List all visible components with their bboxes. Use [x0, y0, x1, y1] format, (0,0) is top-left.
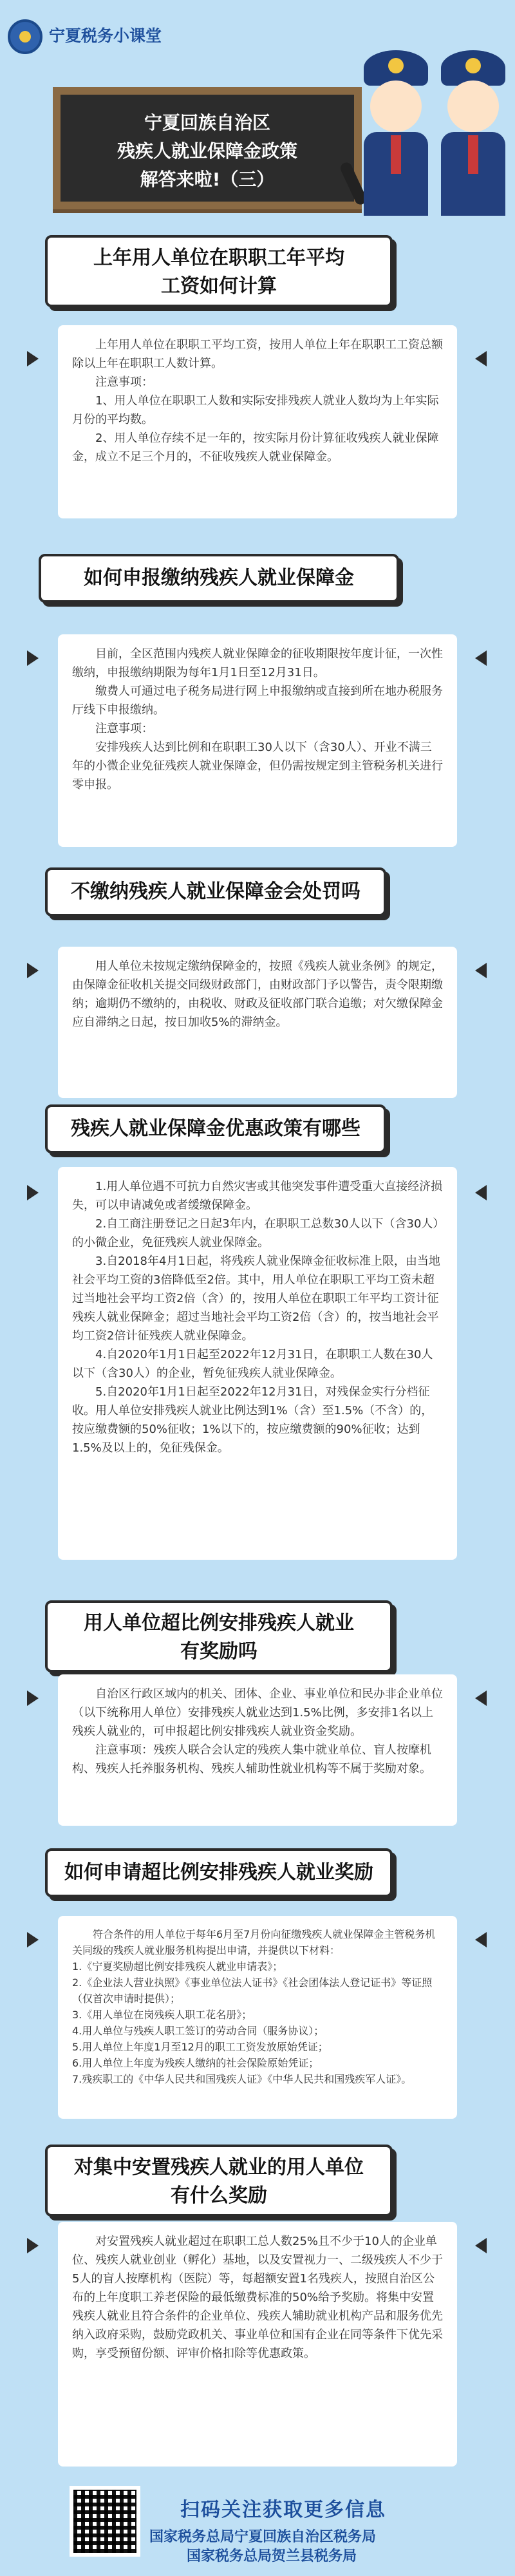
right-arrow-decoration [475, 351, 487, 366]
section-6-title [45, 1848, 393, 1897]
section-4-title-line-1: 残疾人就业保障金优惠政策有哪些 [71, 1117, 360, 1140]
section-1-title-line-1: 上年用人单位在职职工年平均 [93, 247, 344, 269]
section-5-title [45, 1600, 393, 1672]
section-6-paragraph: 4.用人单位与残疾人职工签订的劳动合同（服务协议）； [72, 2025, 324, 2037]
right-arrow-decoration [475, 1690, 487, 1706]
hero-line-2: 残疾人就业保障金政策 [117, 140, 297, 162]
officer-female-icon [360, 39, 431, 219]
section-7-title-line-1: 对集中安置残疾人就业的用人单位 [74, 2156, 364, 2179]
section-7-title [45, 2145, 393, 2217]
left-arrow-decoration [27, 650, 39, 666]
section-2-title-line-1: 如何申报缴纳残疾人就业保障金 [84, 567, 354, 589]
section-2-content [58, 634, 457, 847]
section-6-paragraph: 3.《用人单位在岗残疾人职工花名册》； [72, 2009, 252, 2021]
section-4-title [45, 1104, 386, 1153]
left-arrow-decoration [27, 963, 39, 978]
section-5-paragraph: 自治区行政区域内的机关、团体、企业、事业单位和民办非企业单位（以下统称用人单位）安排残疾人就业达到1.5%比例，多安排1名以上残疾人就业的，可申报超比例安排残疾人就业资金奖励。 [72, 1687, 443, 1738]
tax-officer-illustration [360, 35, 512, 222]
right-arrow-decoration [475, 1932, 487, 1947]
section-7-title-line-2: 有什么奖励 [171, 2184, 267, 2207]
section-2-paragraph: 注意事项： [95, 722, 153, 735]
section-6-paragraph: 5.用人单位上年度1月至12月的职工工资发放原始凭证； [72, 2041, 328, 2053]
section-4-paragraph: 5.自2020年1月1日起至2022年12月31日，对残保金实行分档征收。用人单位安排残疾人就业比例达到1%（含）至1.5%（不含）的，按应缴费额的50%征收；1%以下的，按应缴费额的90%征收；达到1.5%及以上的，免征残保金。 [72, 1385, 433, 1455]
right-arrow-decoration [475, 963, 487, 978]
section-4-paragraph: 3.自2018年4月1日起，将残疾人就业保障金征收标准上限，由当地社会平均工资的3倍降低至2倍。其中，用人单位在职职工平均工资未超过当地社会平均工资2倍（含）的，按用人单位在职职工年平均工资计征残疾人就业保障金；超过当地社会平均工资2倍（含）的，按当地社会平均工资2倍计征残疾人就业保障金。 [72, 1255, 440, 1343]
section-3-content [58, 947, 457, 1098]
left-arrow-decoration [27, 1185, 39, 1200]
section-5-content [58, 1674, 457, 1826]
footer [0, 2486, 515, 2576]
section-5-paragraph: 注意事项：残疾人联合会认定的残疾人集中就业单位、盲人按摩机构、残疾人托养服务机构、残疾人辅助性就业机构等不属于奖励对象。 [72, 1743, 431, 1776]
section-6-paragraph: 6.用人单位上年度为残疾人缴纳的社会保险原始凭证； [72, 2057, 319, 2069]
officer-male-icon [438, 39, 509, 219]
section-4-content [58, 1167, 457, 1560]
section-6-paragraph: 7.残疾职工的《中华人民共和国残疾人证》《中华人民共和国残疾军人证》。 [72, 2073, 412, 2085]
section-3-title [45, 867, 386, 916]
section-6-paragraph: 符合条件的用人单位于每年6月至7月份向征缴残疾人就业保障金主管税务机关同级的残疾人就业服务机构提出申请，并提供以下材料： [72, 1928, 436, 1956]
left-arrow-decoration [27, 1690, 39, 1706]
qr-code-icon[interactable] [70, 2486, 140, 2557]
section-2-title [39, 554, 399, 603]
scan-prompt: 扫码关注获取更多信息 [180, 2499, 386, 2521]
section-1-content [58, 325, 457, 518]
right-arrow-decoration [475, 650, 487, 666]
section-5-title-line-1: 用人单位超比例安排残疾人就业 [84, 1612, 354, 1634]
brand-title: 宁夏税务小课堂 [49, 26, 162, 45]
section-3-title-line-1: 不缴纳残疾人就业保障金会处罚吗 [71, 880, 360, 903]
left-arrow-decoration [27, 351, 39, 366]
section-1-paragraph: 1、用人单位在职职工人数和实际安排残疾人就业人数均为上年实际月份的平均数。 [72, 394, 439, 426]
section-1-paragraph: 注意事项： [95, 375, 153, 389]
hero-line-3: 解答来啦!（三） [140, 169, 275, 190]
organization-name-2: 国家税务总局贺兰县税务局 [187, 2548, 357, 2564]
section-6-paragraph: 2.《企业法人营业执照》《事业单位法人证书》《社会团体法人登记证书》等证照（仅首次申请时提供）； [72, 1976, 433, 2005]
section-6-paragraph: 1.《宁夏奖励超比例安排残疾人就业申请表》； [72, 1960, 283, 1973]
hero-line-1: 宁夏回族自治区 [144, 112, 270, 133]
section-1-paragraph: 上年用人单位在职职工平均工资，按用人单位上年在职职工工资总额除以上年在职职工人数计算。 [72, 338, 443, 370]
section-4-paragraph: 1.用人单位遇不可抗力自然灾害或其他突发事件遭受重大直接经济损失，可以申请减免或者缓缴保障金。 [72, 1180, 443, 1212]
left-arrow-decoration [27, 1932, 39, 1947]
tax-logo-icon [8, 19, 42, 54]
section-1-paragraph: 2、用人单位存续不足一年的，按实际月份计算征收残疾人就业保障金，成立不足三个月的，不征收残疾人就业保障金。 [72, 431, 439, 464]
organization-name-1: 国家税务总局宁夏回族自治区税务局 [149, 2529, 377, 2545]
section-7-paragraph: 对安置残疾人就业超过在职职工总人数25%且不少于10人的企业单位、残疾人就业创业（孵化）基地，以及安置视力一、二级残疾人不少于5人的盲人按摩机构（医院）等，每超额安置1名残疾人，按照自治区公布的上年度职工养老保险的最低缴费标准的50%给予奖励。将集中安置残疾人就业且符合条件的企业单位、残疾人辅助就业机构产品和服务优先纳入政府采购，鼓励党政机关、事业单位和国有企业在同等条件下优先采购，享受预留份额、评审价格扣除等优惠政策。 [72, 2235, 443, 2360]
hero-blackboard [53, 87, 362, 209]
section-1-title-line-2: 工资如何计算 [161, 275, 277, 298]
section-4-paragraph: 4.自2020年1月1日起至2022年12月31日，在职职工人数在30人以下（含30人）的企业，暂免征残疾人就业保障金。 [72, 1348, 433, 1380]
section-2-paragraph: 安排残疾人达到比例和在职职工30人以下（含30人）、开业不满三年的小微企业免征残疾人就业保障金，但仍需按规定到主管税务机关进行零申报。 [72, 741, 443, 791]
section-3-paragraph: 用人单位未按规定缴纳保障金的，按照《残疾人就业条例》的规定，由保障金征收机关提交同级财政部门，由财政部门予以警告，责令限期缴纳；逾期仍不缴纳的，由税收、财政及征收部门联合追缴；对欠缴保障金应自滞纳之日起，按日加收5%的滞纳金。 [72, 960, 443, 1029]
section-2-paragraph: 缴费人可通过电子税务局进行网上申报缴纳或直接到所在地办税服务厅线下申报缴纳。 [72, 685, 443, 717]
right-arrow-decoration [475, 2238, 487, 2253]
section-2-paragraph: 目前，全区范围内残疾人就业保障金的征收期限按年度计征，一次性缴纳，申报缴纳期限为每年1月1日至12月31日。 [72, 647, 443, 679]
left-arrow-decoration [27, 2238, 39, 2253]
section-4-paragraph: 2.自工商注册登记之日起3年内，在职职工总数30人以下（含30人）的小微企业，免征残疾人就业保障金。 [72, 1217, 439, 1249]
section-6-title-line-1: 如何申请超比例安排残疾人就业奖励 [64, 1861, 373, 1884]
section-1-title [45, 235, 393, 307]
right-arrow-decoration [475, 1185, 487, 1200]
section-6-content [58, 1916, 457, 2119]
section-7-content [58, 2222, 457, 2467]
section-5-title-line-2: 有奖励吗 [180, 1640, 258, 1663]
